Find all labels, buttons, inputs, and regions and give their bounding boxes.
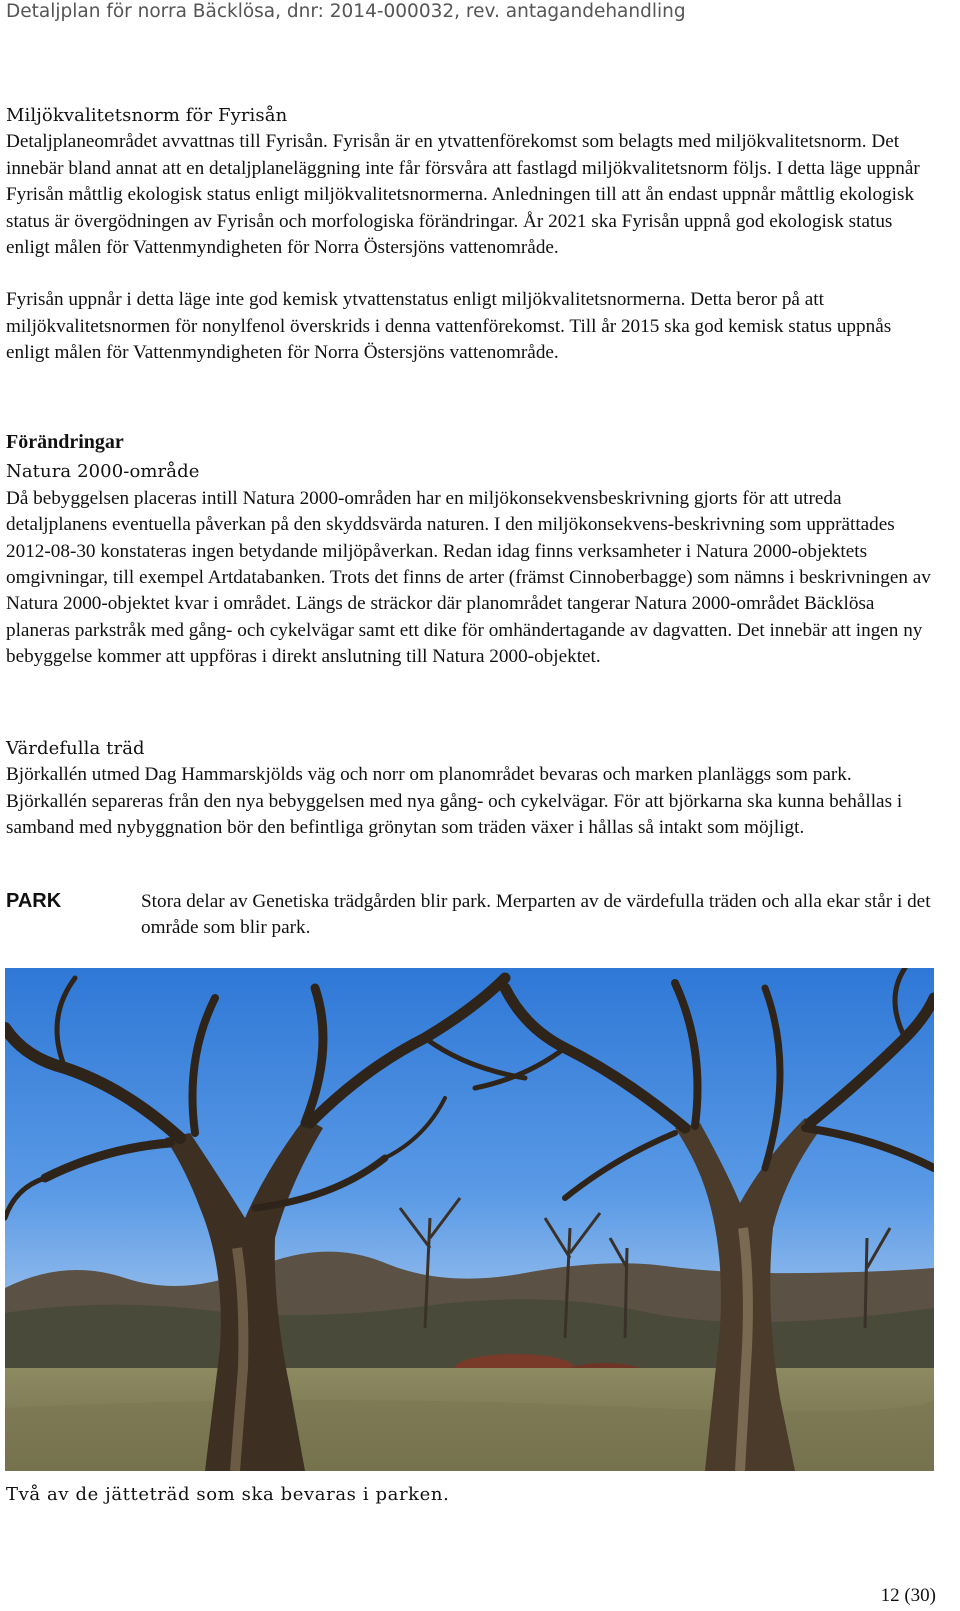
subheading-miljokvalitetsnorm: Miljökvalitetsnorm för Fyrisån: [6, 105, 288, 126]
photo-caption: Två av de jätteträd som ska bevaras i parken.: [6, 1484, 450, 1505]
section-water-quality: [6, 103, 936, 367]
subheading-natura-2000: Natura 2000-område: [6, 461, 200, 483]
paragraph-natura-2000: Då bebyggelsen placeras intill Natura 2000-områden har en miljökonsekvensbeskrivning gjorts för att utreda detaljplanens eventuella påverkan på den skyddsvärda naturen. I den miljökonsekvens-beskrivning som upprättades 2012-08-30 konstateras ingen betydande miljöpåverkan. Redan idag finns verksamheter i Natura 2000-objektets omgivningar, till exempel Artdatabanken. Trots det finns de arter (främst Cinnoberbagge) som nämns i beskrivningen av Natura 2000-objektet kvar i området. Längs de sträckor där planområdet tangerar Natura 2000-området Bäcklösa planeras parkstråk med gång- och cykelvägar samt ett dike för omhändertagande av dagvatten. Det innebär att ingen ny bebyggelse kommer att uppföras i direkt anslutning till Natura 2000-objektet.: [6, 487, 931, 668]
heading-forandringar: Förändringar: [6, 431, 124, 453]
section-valuable-trees: [6, 736, 936, 842]
document-header: Detaljplan för norra Bäcklösa, dnr: 2014-000032, rev. antagandehandling: [6, 1, 686, 22]
page-number: 12 (30): [880, 1585, 936, 1606]
park-label: PARK: [6, 890, 62, 912]
paragraph-vardefulla-trad: Björkallén utmed Dag Hammarskjölds väg och norr om planområdet bevaras och marken planläggs som park. Björkallén separeras från den nya bebyggelsen med nya gång- och cykelvägar. För att björkarna ska kunna behållas i samband med nybyggnation bör den befintliga grönytan som träden växer i hållas så intakt som möjligt.: [6, 764, 903, 839]
paragraph-ecological-status: Detaljplaneområdet avvattnas till Fyrisån. Fyrisån är en ytvattenförekomst som belagts med miljökvalitetsnorm. Det innebär bland annat att en detaljplaneläggning inte får försvåra att fastlagd miljökvalitetsnorm följs. I detta läge uppnår Fyrisån måttlig ekologisk status enligt miljökvalitetsnormerna. Anledningen till att ån endast uppnår måttlig ekologisk status är övergödningen av Fyrisån och morfologiska förändringar. År 2021 ska Fyrisån uppnå god ekologisk status enligt målen för Vattenmyndigheten för Norra Östersjöns vattenområde.: [6, 131, 920, 259]
photo-oak-trees: [5, 968, 934, 1471]
subheading-vardefulla-trad: Värdefulla träd: [6, 738, 145, 759]
park-description: Stora delar av Genetiska trädgården blir park. Merparten av de värdefulla träden och alla ekar står i det område som blir park.: [141, 891, 931, 939]
paragraph-chemical-status: Fyrisån uppnår i detta läge inte god kemisk ytvattenstatus enligt miljökvalitetsnormerna. Detta beror på att miljökvalitetsnormen för nonylfenol överskrids i denna vattenförekomst. Till år 2015 ska god kemisk status uppnås enligt målen för Vattenmyndigheten för Norra Östersjöns vattenområde.: [6, 289, 892, 364]
section-changes: [6, 429, 936, 671]
